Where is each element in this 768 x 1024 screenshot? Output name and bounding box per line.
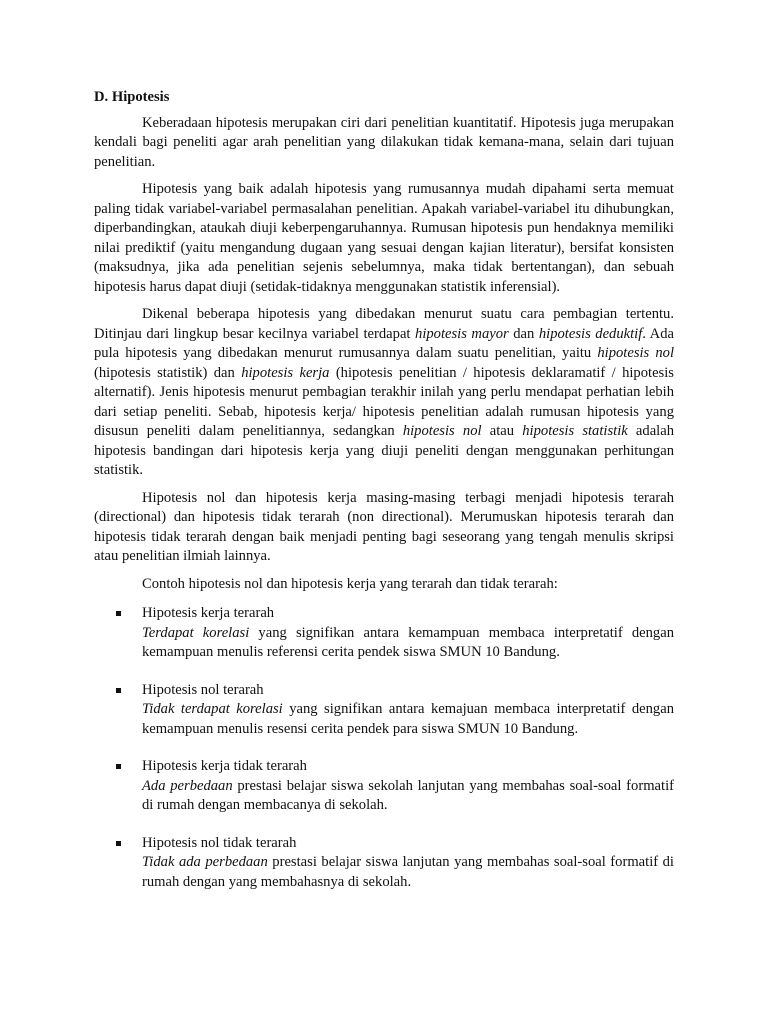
item-body [142,624,674,663]
paragraph-5: Contoh hipotesis nol dan hipotesis kerja yang terarah dan tidak terarah: [142,575,558,592]
p3-text-7: adalah hipotesis bandingan dari hipotesis kerja yang diuji peneliti dengan menggunakan perhitungan statistik. [94,423,675,478]
p3-text-1: Dikenal beberapa hipotesis yang dibedakan menurut suatu cara pembagian tertentu. Ditinjau dari lingkup besar kecilnya variabel terdapat [94,306,674,342]
list-item [94,604,674,663]
square-bullet-icon [116,611,121,616]
list-item [94,681,674,740]
item-title: Hipotesis kerja terarah [142,605,275,621]
item-lead: Tidak ada perbedaan [142,854,268,870]
item-lead: Terdapat korelasi [142,624,250,641]
p3-text-2: dan [508,325,539,342]
item-lead: Ada perbedaan [142,777,233,794]
item-title: Hipotesis kerja tidak terarah [142,758,307,774]
p3-text-6: atau [481,423,523,439]
p3-italic-4: hipotesis kerja [241,364,330,381]
p3-italic-3: hipotesis nol [597,345,675,361]
item-rest: prestasi belajar siswa lanjutan yang membahas soal-soal formatif di rumah dengan yang membahasnya di sekolah. [142,854,674,890]
p3-text-5: (hipotesis penelitian / hipotesis deklaramatif / hipotesis alternatif). Jenis hipotesis menurut pembagian terakhir inilah yang perlu mendapat perhatian lebih dari setiap peneliti. Sebab, hipotesis kerja/ hipotesis penelitian adalah rumusan hipotesis yang disusun peneliti dalam penelitiannya, sedangkan [94,364,674,439]
p3-text-3: . Ada pula hipotesis yang dibedakan menurut rumusannya dalam suatu penelitian, yaitu [94,325,674,361]
paragraph-3 [94,305,674,481]
paragraph-1: Keberadaan hipotesis merupakan ciri dari penelitian kuantitatif. Hipotesis juga merupakan kendali bagi peneliti agar arah penelitian yang dilakukan tidak kemana-mana, selain dari tujuan penelitian. [94,114,674,170]
item-body [142,700,674,739]
square-bullet-icon [116,764,121,769]
item-lead: Tidak terdapat korelasi [142,701,283,717]
item-title: Hipotesis nol tidak terarah [142,834,297,851]
p3-italic-1: hipotesis mayor [415,325,509,342]
item-title: Hipotesis nol terarah [142,681,264,698]
example-list [94,604,674,892]
list-item [94,834,674,893]
paragraph-2: Hipotesis yang baik adalah hipotesis yang rumusannya mudah dipahami serta memuat paling tidak variabel-variabel permasalahan penelitian. Apakah variabel-variabel itu dihubungkan, diperbandingkan, ataukah diuji keberpengaruhannya. Rumusan hipotesis pun hendaknya memiliki nilai prediktif (yaitu mengandung dugaan yang sesuai dengan kajian literatur), bersifat konsisten (maksudnya, jika ada penelitian sejenis sebelumnya, maka tidak bertentangan), dan sebuah hipotesis harus dapat diuji (setidak-tidaknya menggunakan statistik inferensial). [94,181,674,295]
p3-italic-2: hipotesis deduktif [538,325,643,342]
section-heading: D. Hipotesis [94,89,170,105]
paragraph-4: Hipotesis nol dan hipotesis kerja masing-masing terbagi menjadi hipotesis terarah (directional) dan hipotesis tidak terarah (non directional). Merumuskan hipotesis terarah dan hipotesis tidak terarah dengan baik menjadi penting bagi seseorang yang tengah menulis skripsi atau penelitian ilmiah lainnya. [94,489,674,564]
list-item [94,757,674,816]
square-bullet-icon [116,688,121,693]
item-rest: yang signifikan antara kemajuan membaca interpretatif dengan kemampuan menulis resensi cerita pendek para siswa SMUN 10 Bandung. [142,701,675,737]
item-rest: yang signifikan antara kemampuan membaca interpretatif dengan kemampuan menulis referensi cerita pendek siswa SMUN 10 Bandung. [142,624,674,660]
p3-italic-6: hipotesis statistik [522,423,628,439]
item-rest: prestasi belajar siswa sekolah lanjutan yang membahas soal-soal formatif di rumah dengan membacanya di sekolah. [142,777,674,813]
p3-text-4: (hipotesis statistik) dan [94,364,242,381]
item-body [142,853,674,892]
item-body [142,777,674,816]
square-bullet-icon [116,841,121,846]
p3-italic-5: hipotesis nol [402,423,482,439]
